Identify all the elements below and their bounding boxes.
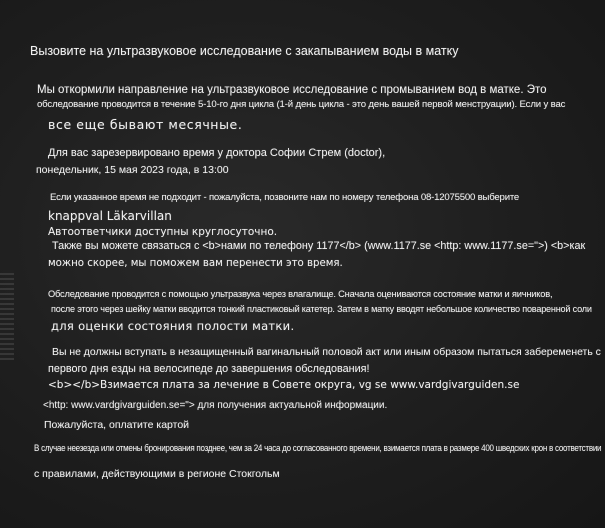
- appointment-line-1: Для вас зарезервировано время у доктора Софии Стрем (doctor),: [48, 147, 386, 159]
- instructions-line-5: Пожалуйста, оплатите картой: [44, 419, 190, 431]
- document-title: Вызовите на ультразвуковое исследование с закапыванием воды в матку: [30, 44, 459, 58]
- procedure-line-3: для оценки состояния полости матки.: [51, 319, 295, 333]
- instructions-line-3: <b></b>Взимается плата за лечение в Совете округа, vg se www.vardgivarguiden.se: [48, 379, 520, 391]
- intro-line-1: Мы откормили направление на ультразвуковое исследование с промыванием вод в матке. Это: [37, 84, 547, 96]
- contact-line-3: Автоответчики доступны круглосуточно.: [48, 226, 278, 238]
- contact-line-4: Также вы можете связаться с <b>нами по телефону 1177</b> (www.1177.se <http: www.1177.se=">) <b>как: [52, 240, 586, 252]
- appointment-line-2: понедельник, 15 мая 2023 года, в 13:00: [36, 164, 229, 176]
- procedure-line-2: после этого через шейку матки вводится тонкий пластиковый катетер. Затем в матку вводят небольшое количество поваренной соли: [51, 304, 592, 314]
- contact-line-2: knappval Läkarvillan: [48, 209, 172, 223]
- intro-line-2: обследование проводится в течение 5-10-го дня цикла (1-й день цикла - это день вашей первой менструации). Если у вас: [37, 99, 566, 110]
- instructions-line-2: первого дня езды на велосипеде до завершения обследования!: [48, 363, 370, 375]
- cancellation-line-2: с правилами, действующими в регионе Стокгольм: [34, 468, 280, 480]
- contact-line-5: можно скорее, мы поможем вам перенести это время.: [48, 258, 343, 269]
- intro-line-3: все еще бывают месячные.: [48, 117, 243, 132]
- instructions-line-4: <http: www.vardgivarguiden.se="> для получения актуальной информации.: [43, 400, 388, 411]
- scan-edge-artifact: [0, 270, 14, 360]
- cancellation-line-1: В случае неезезда или отмены бронирования позднее, чем за 24 часа до согласованного времени, взимается плата в размере 400 шведских крон в соответствии: [34, 443, 602, 453]
- procedure-line-1: Обследование проводится с помощью ультразвука через влагалище. Сначала оцениваются состояние матки и яичников,: [48, 289, 553, 299]
- instructions-line-1: Вы не должны вступать в незащищенный вагинальный половой акт или иным образом пытаться забеременеть с: [52, 346, 601, 358]
- contact-line-1: Если указанное время не подходит - пожалуйста, позвоните нам по номеру телефона 08-12075500 выберите: [50, 192, 520, 203]
